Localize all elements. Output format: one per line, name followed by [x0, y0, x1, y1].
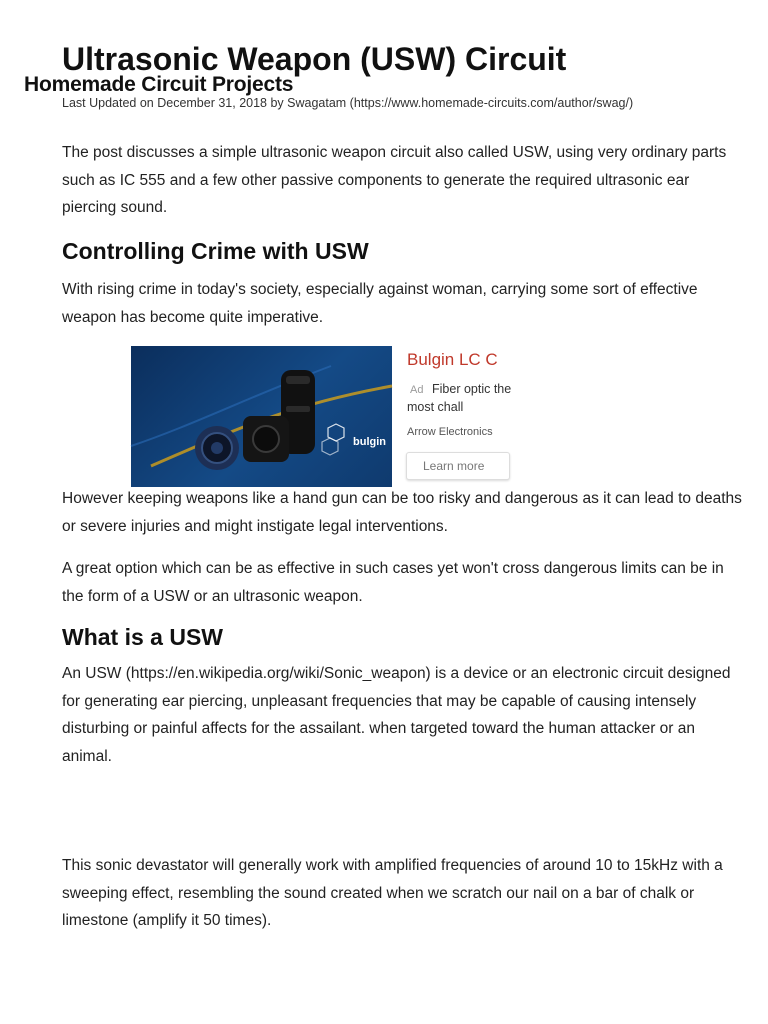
ad-headline[interactable]: Bulgin LC C: [407, 350, 498, 369]
intro-paragraph: The post discusses a simple ultrasonic weapon circuit also called USW, using very ordinary parts such as IC 555 and a few other passive components to generate the required ultrasonic ear piercing sound.: [62, 144, 727, 216]
site-name[interactable]: Homemade Circuit Projects: [24, 73, 294, 96]
ad-description: [407, 380, 517, 416]
paragraph-hand-gun: However keeping weapons like a hand gun can be too risky and dangerous as it can lead to deaths or severe injuries and might instigate legal interventions.: [62, 490, 742, 535]
ad-description-text: Fiber optic the most chall: [407, 382, 512, 414]
section-heading-controlling-crime: Controlling Crime with USW: [62, 238, 369, 264]
paragraph-usw-definition: An USW (https://en.wikipedia.org/wiki/Sonic_weapon) is a device or an electronic circuit designed for generating ear piercing, unpleasant frequencies that may be capable of causing intensely disturbing or painful affects for the assailant. when targeted toward the human attacker or an animal.: [62, 665, 731, 765]
ad-advertiser: Arrow Electronics: [407, 426, 493, 438]
post-meta: Last Updated on December 31, 2018 by Swagatam (https://www.homemade-circuits.com/author/swag/): [62, 96, 634, 110]
paragraph-great-option: A great option which can be as effective in such cases yet won't cross dangerous limits can be in the form of a USW or an ultrasonic weapon.: [62, 560, 724, 605]
post-title: Ultrasonic Weapon (USW) Circuit: [62, 41, 567, 77]
section-heading-what-is-usw: What is a USW: [62, 624, 224, 650]
paragraph-sonic-devastator: This sonic devastator will generally work with amplified frequencies of around 10 to 15kHz with a sweeping effect, resembling the sound created when we scratch our nail on a bar of chalk or limestone (amplify it 50 times).: [62, 857, 723, 929]
advertisement[interactable]: [131, 346, 512, 487]
connector-illustration: [131, 346, 392, 487]
paragraph-rising-crime: With rising crime in today's society, especially against woman, carrying some sort of effective weapon has become quite imperative.: [62, 281, 698, 326]
ad-badge: Ad: [410, 384, 424, 396]
ad-brand-logo: bulgin: [353, 436, 386, 448]
learn-more-button[interactable]: Learn more: [406, 452, 510, 480]
ad-image[interactable]: [131, 346, 392, 487]
